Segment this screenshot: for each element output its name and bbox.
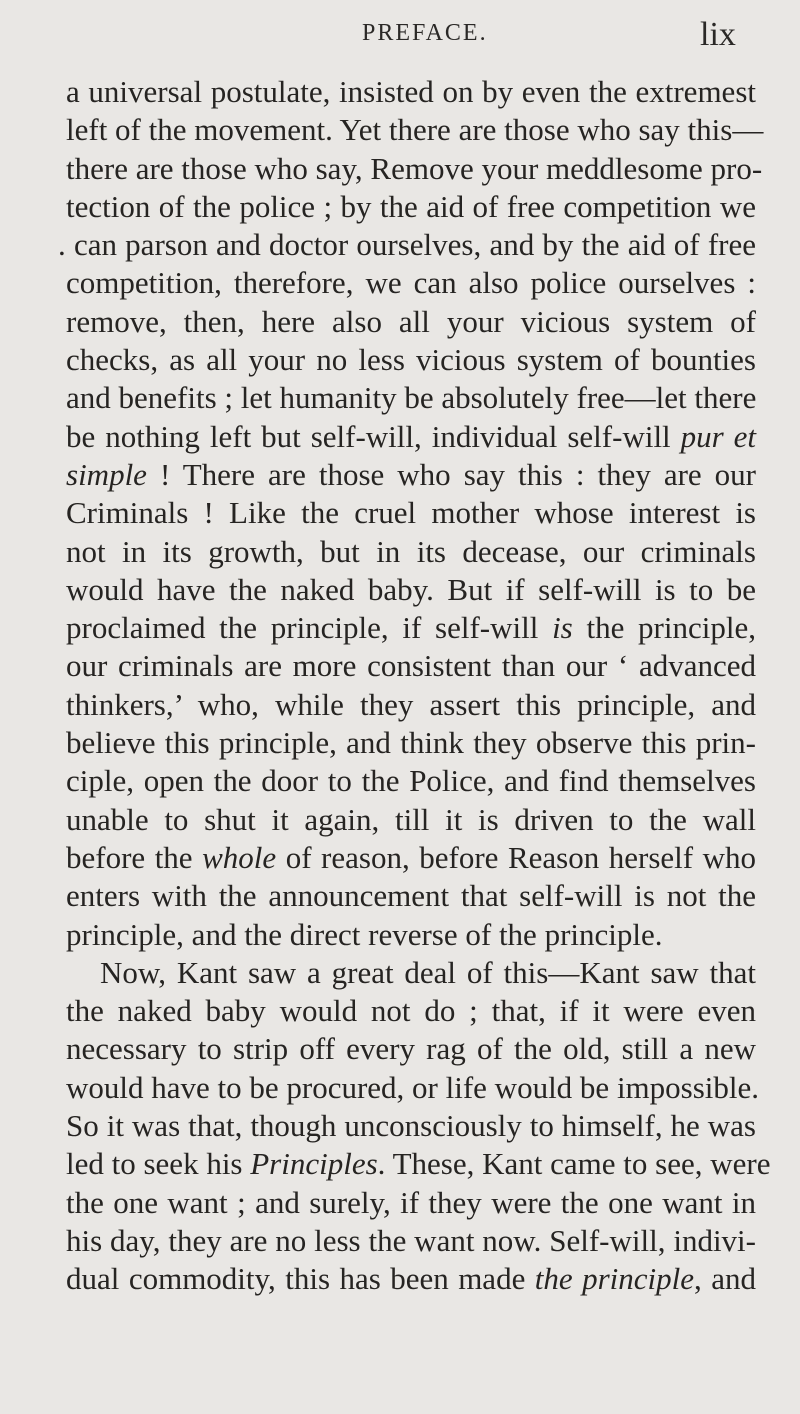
text-line: remove, then, here also all your vicious system of <box>66 303 756 339</box>
text-line: checks, as all your no less vicious system of bounties <box>66 342 756 378</box>
text-line: Criminals ! Like the cruel mother whose interest is <box>66 495 756 531</box>
text-line: proclaimed the principle, if self-will is the principle, <box>66 610 756 646</box>
text-line: dual commodity, this has been made the principle, and <box>66 1261 756 1297</box>
text-line: left of the movement. Yet there are those who say this— <box>66 112 764 148</box>
text-line: the one want ; and surely, if they were the one want in <box>66 1184 756 1220</box>
text-line: his day, they are no less the want now. Self-will, indivi- <box>66 1222 756 1258</box>
text-line: principle, and the direct reverse of the principle. <box>66 916 663 952</box>
page-header <box>0 14 800 54</box>
text-line: . can parson and doctor ourselves, and by the aid of free <box>58 227 756 263</box>
text-line: believe this principle, and think they observe this prin- <box>66 725 756 761</box>
text-line <box>66 418 756 456</box>
text-line: enters with the announcement that self-will is not the <box>66 878 756 914</box>
text-line: necessary to strip off every rag of the old, still a new <box>66 1031 756 1067</box>
text-line: ciple, open the door to the Police, and find themselves <box>66 763 756 799</box>
text-line: our criminals are more consistent than our ‘ advanced <box>66 648 756 684</box>
text-line: simple ! There are those who say this : they are our <box>66 456 756 492</box>
text-line: not in its growth, but in its decease, our criminals <box>66 533 756 569</box>
text-line: and benefits ; let humanity be absolutely free—let there <box>66 380 757 416</box>
text-line: before the whole of reason, before Reason herself who <box>66 839 756 875</box>
text-line: unable to shut it again, till it is driven to the wall <box>66 801 756 837</box>
text-line: a universal postulate, insisted on by even the extremest <box>66 74 756 109</box>
text-line: the naked baby would not do ; that, if it were even <box>66 993 756 1029</box>
text-line: competition, therefore, we can also police ourselves : <box>66 265 756 301</box>
text-line: there are those who say, Remove your meddlesome pro- <box>66 150 763 186</box>
page-number: lix <box>700 16 736 53</box>
text-line: would have to be procured, or life would be impossible. <box>66 1069 760 1105</box>
body-text <box>58 73 771 1299</box>
text-line: Now, Kant saw a great deal of this—Kant saw that <box>100 954 756 990</box>
text-line: tection of the police ; by the aid of free competition we <box>66 188 756 224</box>
text-line: would have the naked baby. But if self-will is to be <box>66 571 756 607</box>
running-head: PREFACE. <box>362 20 488 46</box>
text-line: thinkers,’ who, while they assert this principle, and <box>66 686 756 722</box>
text-line: led to seek his Principles. These, Kant came to see, were <box>66 1146 771 1182</box>
text-line: So it was that, though unconsciously to himself, he was <box>66 1108 756 1144</box>
text-line-segment: be nothing left but self-will, individual self-will pur et <box>66 418 757 454</box>
